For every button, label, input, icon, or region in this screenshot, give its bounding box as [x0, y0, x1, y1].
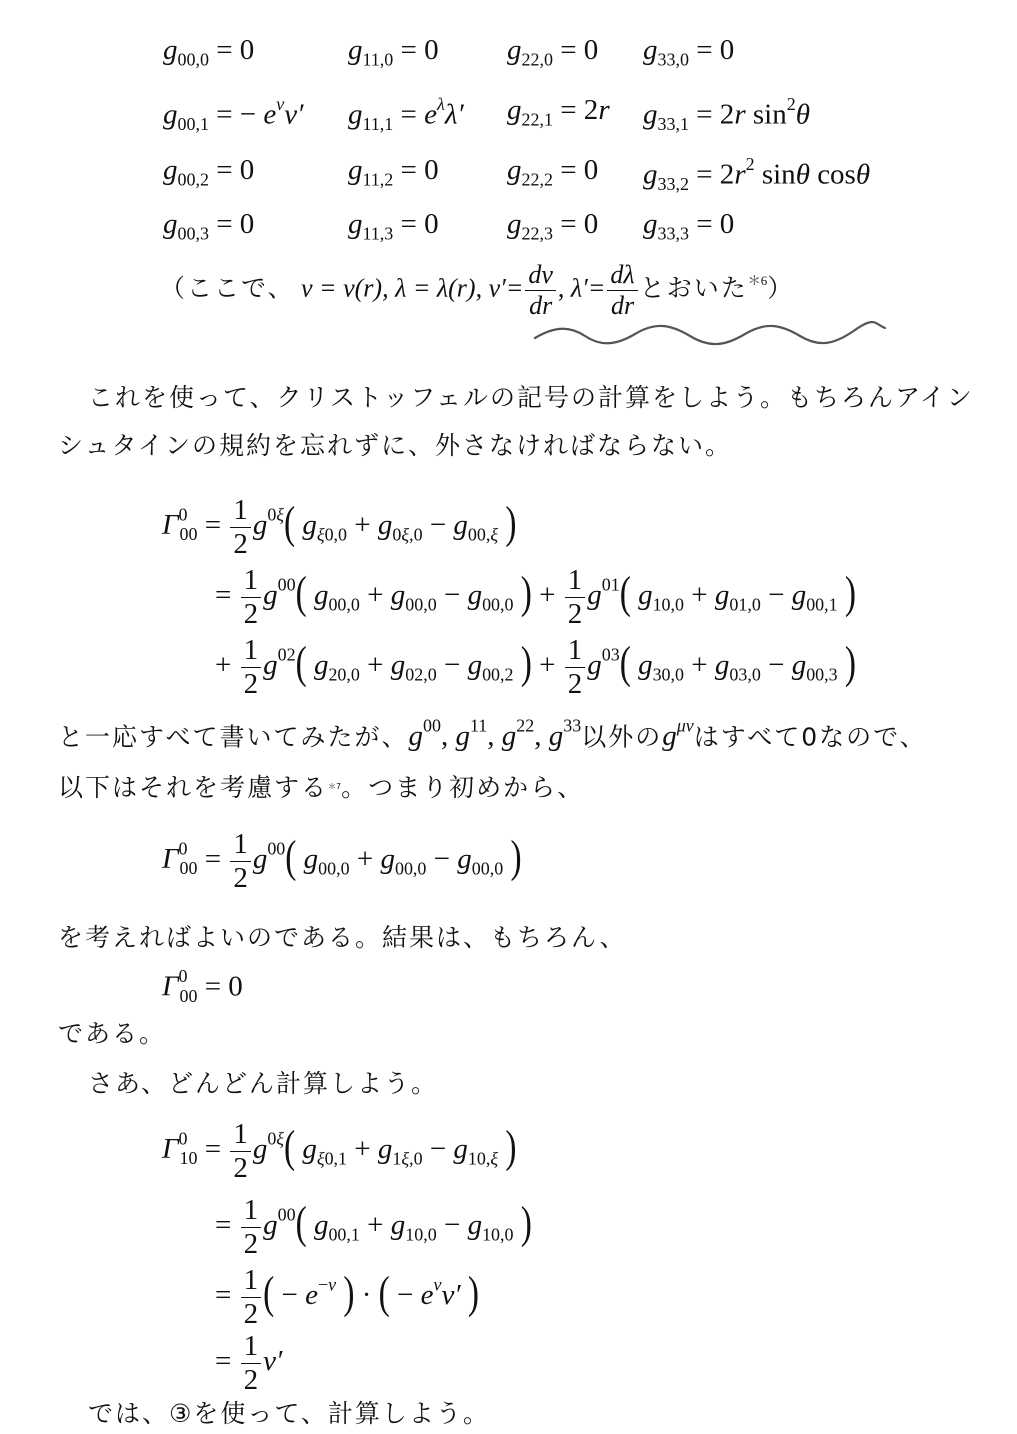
dnu-dr-fraction: $\frac{d\nu}{dr}$: [525, 262, 556, 319]
footnote-7: ＊7: [328, 781, 342, 791]
g33-2: $g_{33,2} = 2r^2$ sinθ cosθ: [643, 154, 871, 194]
wavy-underline-mark: [530, 318, 890, 348]
para2-text-a: と一応すべて書いてみたが、: [58, 722, 409, 752]
definition-note: （ここで、 ν = ν(r), λ = λ(r), ν′= $\frac{d\nu}{dr}$ , λ′= $\frac{d\lambda}{dr}$ とおいた$^{*6}$）: [160, 260, 795, 320]
g11-2: $g_{11,2} = 0$: [348, 154, 439, 190]
christoffel-000-expanded-2: + $\frac{1}{2}$ $g^{02}$( $g_{20,0} + g_{02,0} - g_{00,2}$ ) + $\frac{1}{2}$ $g^{03}$( $g_{30,0} + g_{03,0} - g_{00,3}$ ): [215, 634, 856, 700]
christoffel-000-result: $\Gamma^0_{00} = 0$: [162, 966, 243, 1006]
note-close: ）: [767, 273, 795, 303]
note-open: （ここで、: [160, 273, 295, 303]
christoffel-010-result: = $\frac{1}{2}$ ν′: [215, 1330, 283, 1396]
christoffel-000-expanded-1: = $\frac{1}{2}$ $g^{00}$( $g_{00,0} + g_{00,0} - g_{00,0}$ ) + $\frac{1}{2}$ $g^{01}$( $g_{10,0} + g_{01,0} - g_{00,1}$ ): [215, 564, 856, 630]
g11-1: $g_{11,1} = e^\lambda\lambda'$: [348, 94, 464, 134]
g22-1: $g_{22,1} = 2r$: [507, 94, 610, 130]
para2-text-e: 。つまり初めから、: [341, 773, 585, 802]
christoffel-010-general: $\Gamma^0_{10}$ = $\frac{1}{2}$ $g^{0\xi}$( $g_{\xi 0,1} + g_{1\xi,0} - g_{10,\xi}$ ): [162, 1118, 517, 1184]
note-tail: とおいた: [639, 273, 748, 303]
g33-0: $g_{33,0} = 0$: [643, 34, 735, 70]
paragraph-6: では、③を使って、計算しよう。: [88, 1399, 490, 1428]
paragraph-4: である。: [58, 1019, 167, 1048]
para2-text-d: 以下はそれを考慮する: [58, 773, 329, 802]
paragraph-1-line-2: シュタインの規約を忘れずに、外さなければならない。: [58, 431, 733, 460]
christoffel-010-step-1: = $\frac{1}{2}$ $g^{00}$( $g_{00,1} + g_{10,0} - g_{10,0}$ ): [215, 1194, 532, 1260]
g00-2: $g_{00,2} = 0$: [163, 154, 255, 190]
christoffel-000-general: $\Gamma^0_{00}$ = $\frac{1}{2}$ $g^{0\xi}$( $g_{\xi 0,0} + g_{0\xi,0} - g_{00,\xi}$ ): [162, 494, 517, 560]
g00-1: $g_{00,1}$ = − $e^\nu\nu'$: [163, 94, 304, 134]
para2-text-c: はすべて0なので、: [693, 722, 927, 752]
paragraph-3: を考えればよいのである。結果は、もちろん、: [58, 923, 627, 952]
g00-3: $g_{00,3} = 0$: [163, 208, 255, 244]
para2-text-b: 以外の: [581, 722, 663, 752]
lambda-definition: λ = λ(r),: [395, 273, 483, 303]
lambda-prime-label: λ′=: [570, 273, 606, 303]
paragraph-5: さあ、どんどん計算しよう。: [88, 1069, 439, 1098]
paragraph-1-line-1: これを使って、クリストッフェルの記号の計算をしよう。もちろんアイン: [88, 383, 974, 412]
christoffel-000-simplified: $\Gamma^0_{00}$ = $\frac{1}{2}$ $g^{00}$( $g_{00,0} + g_{00,0} - g_{00,0}$ ): [162, 828, 522, 894]
paragraph-2-line-2: [58, 768, 584, 804]
nu-definition: ν = ν(r),: [301, 273, 389, 303]
christoffel-010-step-2: = $\frac{1}{2}$ ( − $e^{-\nu}$ ) · ( − $e^\nu\nu'$ ): [215, 1264, 480, 1330]
nu-prime-label: ν′=: [488, 273, 524, 303]
g22-0: $g_{22,0} = 0$: [507, 34, 599, 70]
g11-0: $g_{11,0} = 0$: [348, 34, 439, 70]
g22-3: $g_{22,3} = 0$: [507, 208, 599, 244]
g33-1: $g_{33,1} = 2r$ $\sin^2\theta$: [643, 94, 810, 134]
g00-0: $g_{00,0} = 0$: [163, 34, 255, 70]
g11-3: $g_{11,3} = 0$: [348, 208, 439, 244]
paragraph-2-line-1: と一応すべて書いてみたが、$g^{00}$, $g^{11}$, $g^{22}$, $g^{33}$以外の$g^{\mu\nu}$はすべて0なので、: [58, 716, 927, 753]
dlambda-dr-fraction: $\frac{d\lambda}{dr}$: [607, 262, 637, 319]
footnote-6: ＊6: [747, 272, 768, 288]
g33-3: $g_{33,3} = 0$: [643, 208, 735, 244]
g22-2: $g_{22,2} = 0$: [507, 154, 599, 190]
